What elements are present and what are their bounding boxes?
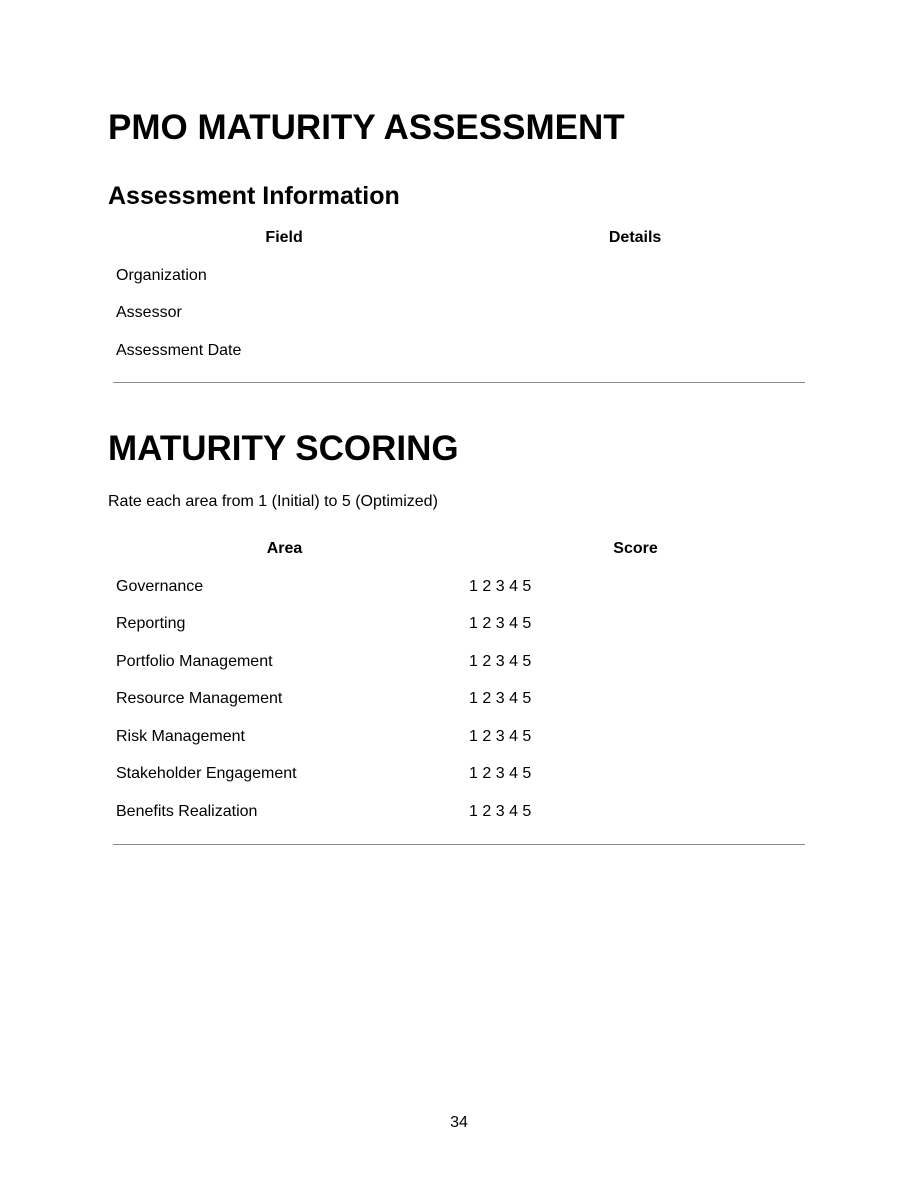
page-title: PMO MATURITY ASSESSMENT: [108, 108, 625, 147]
score-options: 1 2 3 4 5: [469, 765, 532, 783]
field-details: [460, 332, 810, 370]
area-label: Portfolio Management: [116, 652, 273, 670]
assessment-information-heading: Assessment Information: [108, 182, 400, 210]
column-header-area: Area: [266, 540, 303, 557]
score-options: 1 2 3 4 5: [469, 802, 532, 820]
section-divider: [113, 844, 805, 845]
table-header-row: [108, 530, 810, 568]
area-label: Stakeholder Engagement: [116, 765, 297, 783]
table-row: [108, 643, 810, 681]
table-row: [108, 332, 810, 370]
field-details: [460, 295, 810, 333]
column-header-field: Field: [265, 229, 303, 246]
area-label: Reporting: [116, 615, 186, 633]
area-label: Resource Management: [116, 690, 283, 708]
field-label: Organization: [116, 266, 207, 284]
scoring-instructions: Rate each area from 1 (Initial) to 5 (Optimized): [108, 493, 438, 510]
table-row: [108, 756, 810, 794]
score-options: 1 2 3 4 5: [469, 577, 532, 595]
table-row: [108, 606, 810, 644]
table-row: [108, 681, 810, 719]
score-options: 1 2 3 4 5: [469, 652, 532, 670]
field-details: [460, 257, 810, 295]
table-row: [108, 257, 810, 295]
table-row: [108, 718, 810, 756]
area-label: Governance: [116, 577, 204, 595]
score-options: 1 2 3 4 5: [469, 615, 532, 633]
table-row: [108, 793, 810, 831]
area-label: Risk Management: [116, 727, 245, 745]
table-row: [108, 568, 810, 606]
table-row: [108, 295, 810, 333]
area-label: Benefits Realization: [116, 802, 258, 820]
maturity-scoring-table: [108, 530, 810, 831]
maturity-scoring-heading: MATURITY SCORING: [108, 429, 459, 468]
score-options: 1 2 3 4 5: [469, 727, 532, 745]
field-label: Assessment Date: [116, 341, 242, 359]
field-label: Assessor: [116, 304, 182, 322]
column-header-details: Details: [608, 229, 662, 246]
table-header-row: [108, 219, 810, 257]
page-number: 34: [450, 1114, 468, 1131]
assessment-information-table: [108, 219, 810, 370]
column-header-score: Score: [613, 540, 658, 557]
score-options: 1 2 3 4 5: [469, 690, 532, 708]
section-divider: [113, 382, 805, 383]
